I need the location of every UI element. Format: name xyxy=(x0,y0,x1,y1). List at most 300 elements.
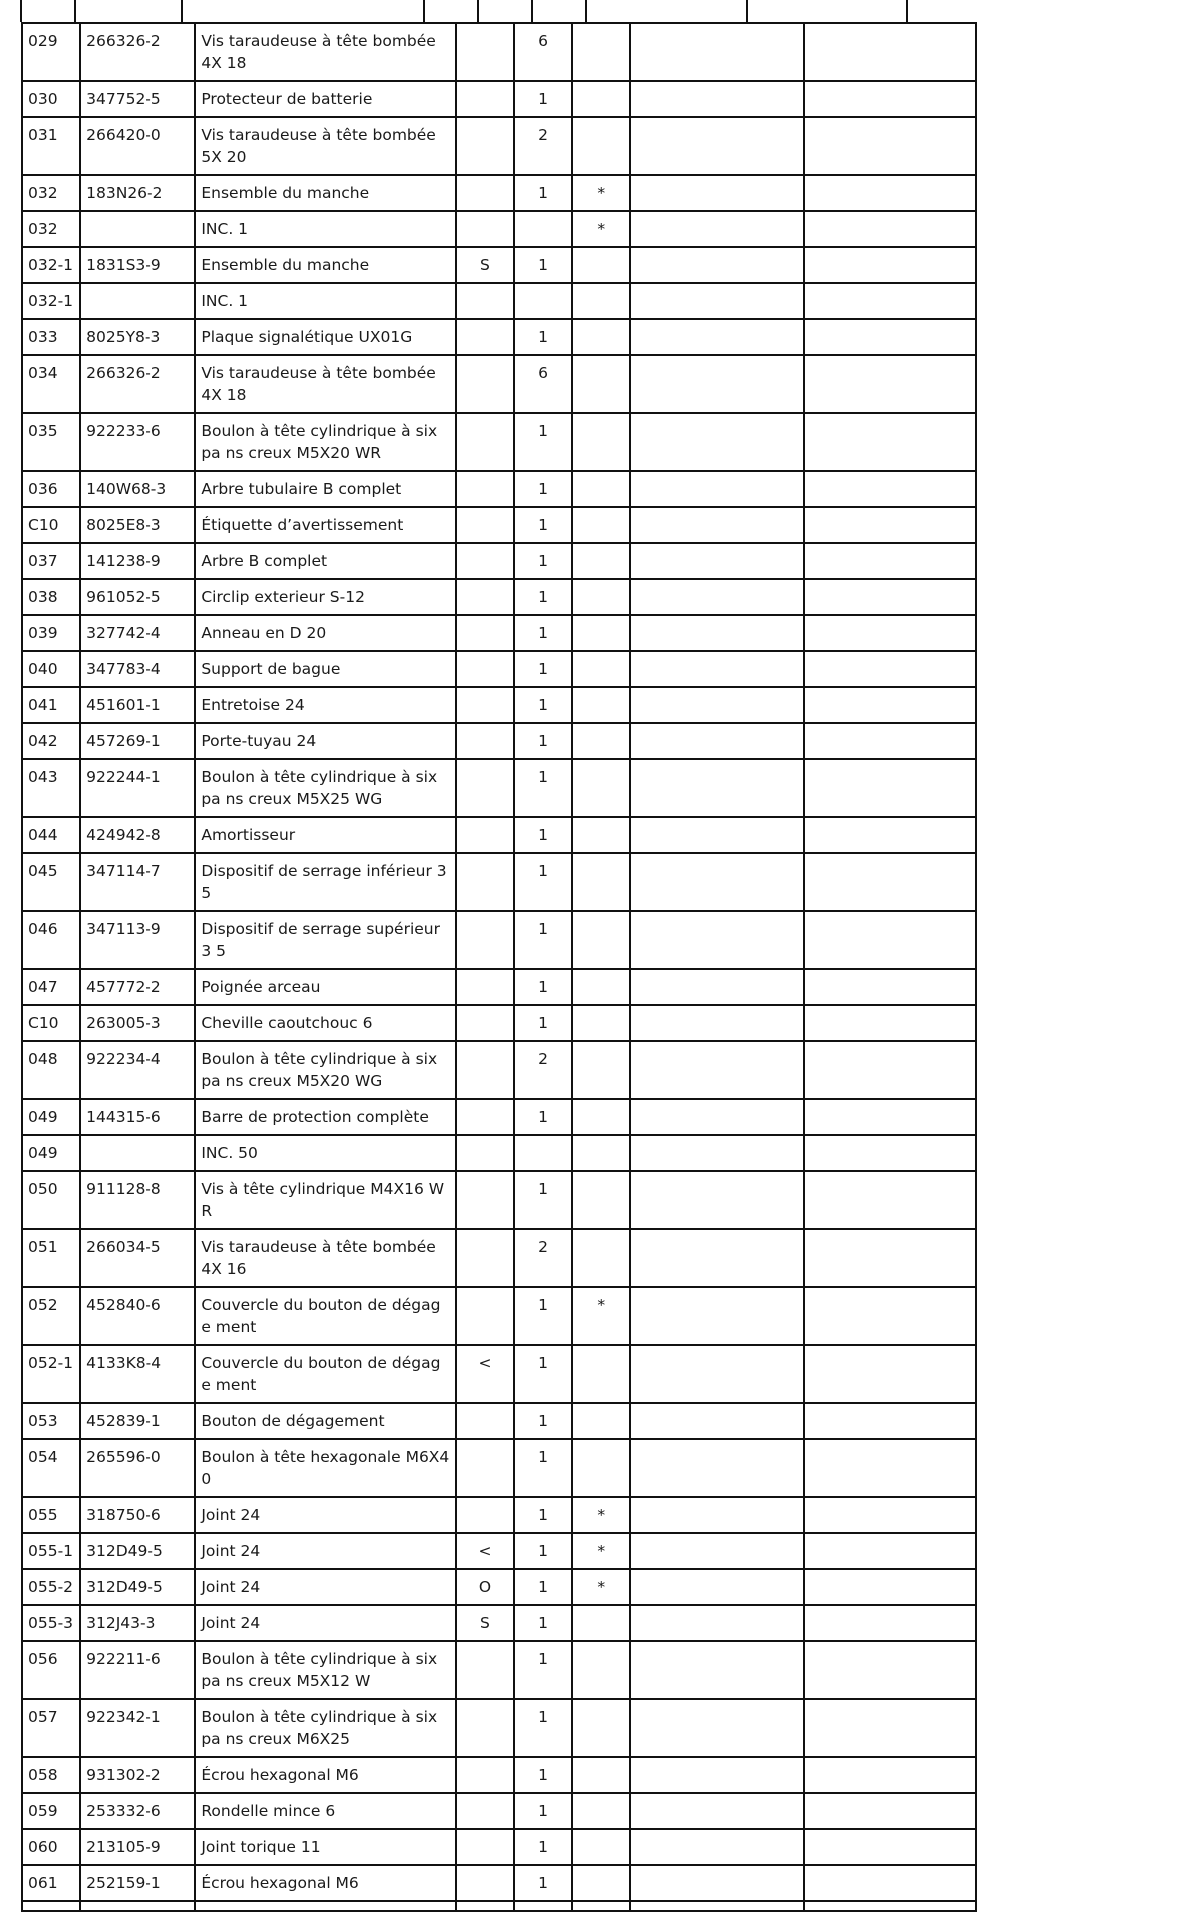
item-number-cell: 032 xyxy=(22,175,80,211)
extra-cell-2 xyxy=(804,1171,976,1229)
quantity-cell: 1 xyxy=(514,651,572,687)
quantity-cell: 6 xyxy=(514,355,572,413)
part-number-cell: 327742-4 xyxy=(80,615,195,651)
star-cell xyxy=(572,759,630,817)
description-cell: Protecteur de batterie xyxy=(195,81,456,117)
extra-cell-1 xyxy=(630,81,803,117)
part-number-cell: 8025E8-3 xyxy=(80,507,195,543)
part-number-cell: 922233-6 xyxy=(80,413,195,471)
description-cell: Étiquette d’avertissement xyxy=(195,507,456,543)
extra-cell-2 xyxy=(804,1403,976,1439)
part-number-cell: 922244-1 xyxy=(80,759,195,817)
table-row xyxy=(22,1641,976,1699)
note-cell xyxy=(456,175,514,211)
star-cell xyxy=(572,1403,630,1439)
part-number-cell xyxy=(80,1135,195,1171)
part-number-cell: 911128-8 xyxy=(80,1171,195,1229)
extra-cell-1 xyxy=(630,1099,803,1135)
extra-cell-1 xyxy=(630,723,803,759)
quantity-cell: 1 xyxy=(514,1497,572,1533)
table-top-continuation xyxy=(21,0,977,22)
table-row xyxy=(22,1171,976,1229)
extra-cell-1 xyxy=(630,413,803,471)
description-cell: Dispositif de serrage supérieur 3 5 xyxy=(195,911,456,969)
note-cell: < xyxy=(456,1533,514,1569)
note-cell xyxy=(456,1439,514,1497)
table-row xyxy=(22,1497,976,1533)
star-cell xyxy=(572,969,630,1005)
extra-cell-2 xyxy=(804,1829,976,1865)
table-row xyxy=(22,175,976,211)
table-row xyxy=(22,911,976,969)
extra-cell-1 xyxy=(630,1497,803,1533)
note-cell xyxy=(456,969,514,1005)
part-number-cell: 140W68-3 xyxy=(80,471,195,507)
note-cell: < xyxy=(456,1345,514,1403)
star-cell: * xyxy=(572,1569,630,1605)
part-number-cell: 1831S3-9 xyxy=(80,247,195,283)
item-number-cell: 061 xyxy=(22,1865,80,1901)
note-cell xyxy=(456,1135,514,1171)
note-cell xyxy=(456,911,514,969)
extra-cell-2 xyxy=(804,319,976,355)
extra-cell-2 xyxy=(804,543,976,579)
item-number-cell: 055-2 xyxy=(22,1569,80,1605)
star-cell: * xyxy=(572,211,630,247)
extra-cell-2 xyxy=(804,1135,976,1171)
table-row xyxy=(22,413,976,471)
part-number-cell: 312J43-3 xyxy=(80,1605,195,1641)
continuation-cell xyxy=(804,1901,976,1911)
item-number-cell: 032 xyxy=(22,211,80,247)
star-cell xyxy=(572,319,630,355)
item-number-cell: 029 xyxy=(22,23,80,81)
extra-cell-1 xyxy=(630,1533,803,1569)
star-cell: * xyxy=(572,1533,630,1569)
quantity-cell: 1 xyxy=(514,1345,572,1403)
star-cell: * xyxy=(572,1497,630,1533)
table-row xyxy=(22,283,976,319)
extra-cell-1 xyxy=(630,507,803,543)
extra-cell-2 xyxy=(804,1793,976,1829)
item-number-cell: 055-1 xyxy=(22,1533,80,1569)
note-cell xyxy=(456,1403,514,1439)
extra-cell-1 xyxy=(630,1829,803,1865)
extra-cell-1 xyxy=(630,1757,803,1793)
description-cell: Rondelle mince 6 xyxy=(195,1793,456,1829)
description-cell: Vis à tête cylindrique M4X16 WR xyxy=(195,1171,456,1229)
extra-cell-2 xyxy=(804,413,976,471)
description-cell: Joint torique 11 xyxy=(195,1829,456,1865)
description-cell: Barre de protection complète xyxy=(195,1099,456,1135)
table-row xyxy=(22,1005,976,1041)
description-cell: Boulon à tête cylindrique à six pa ns creux M5X12 W xyxy=(195,1641,456,1699)
item-number-cell: 043 xyxy=(22,759,80,817)
table-row xyxy=(22,615,976,651)
extra-cell-2 xyxy=(804,723,976,759)
extra-cell-2 xyxy=(804,23,976,81)
extra-cell-2 xyxy=(804,1533,976,1569)
extra-cell-2 xyxy=(804,615,976,651)
table-row xyxy=(22,117,976,175)
item-number-cell: 058 xyxy=(22,1757,80,1793)
quantity-cell: 6 xyxy=(514,23,572,81)
extra-cell-2 xyxy=(804,507,976,543)
extra-cell-1 xyxy=(630,615,803,651)
description-cell: Joint 24 xyxy=(195,1497,456,1533)
table-row xyxy=(22,1345,976,1403)
table-row xyxy=(22,1041,976,1099)
note-cell xyxy=(456,759,514,817)
star-cell xyxy=(572,543,630,579)
part-number-cell xyxy=(80,211,195,247)
note-cell xyxy=(456,1229,514,1287)
extra-cell-2 xyxy=(804,247,976,283)
item-number-cell: 047 xyxy=(22,969,80,1005)
description-cell: Vis taraudeuse à tête bombée 4X 16 xyxy=(195,1229,456,1287)
item-number-cell: 036 xyxy=(22,471,80,507)
part-number-cell: 424942-8 xyxy=(80,817,195,853)
quantity-cell: 1 xyxy=(514,1605,572,1641)
extra-cell-1 xyxy=(630,1641,803,1699)
part-number-cell: 4133K8-4 xyxy=(80,1345,195,1403)
table-row xyxy=(22,1793,976,1829)
quantity-cell: 1 xyxy=(514,81,572,117)
star-cell xyxy=(572,355,630,413)
table-row xyxy=(22,319,976,355)
star-cell xyxy=(572,1605,630,1641)
note-cell xyxy=(456,355,514,413)
quantity-cell: 1 xyxy=(514,1757,572,1793)
extra-cell-2 xyxy=(804,853,976,911)
description-cell: Couvercle du bouton de dégage ment xyxy=(195,1287,456,1345)
part-number-cell: 931302-2 xyxy=(80,1757,195,1793)
extra-cell-2 xyxy=(804,1757,976,1793)
table-row xyxy=(22,471,976,507)
column-divider-stub xyxy=(423,0,425,22)
quantity-cell: 1 xyxy=(514,1171,572,1229)
extra-cell-2 xyxy=(804,117,976,175)
column-divider-stub xyxy=(477,0,479,22)
quantity-cell: 1 xyxy=(514,759,572,817)
item-number-cell: 049 xyxy=(22,1135,80,1171)
part-number-cell: 144315-6 xyxy=(80,1099,195,1135)
item-number-cell: 060 xyxy=(22,1829,80,1865)
quantity-cell: 1 xyxy=(514,1005,572,1041)
extra-cell-2 xyxy=(804,687,976,723)
description-cell: INC. 50 xyxy=(195,1135,456,1171)
note-cell: O xyxy=(456,1569,514,1605)
continuation-cell xyxy=(514,1901,572,1911)
note-cell xyxy=(456,1287,514,1345)
star-cell xyxy=(572,413,630,471)
quantity-cell: 1 xyxy=(514,1099,572,1135)
star-cell xyxy=(572,723,630,759)
extra-cell-2 xyxy=(804,911,976,969)
continuation-cell xyxy=(80,1901,195,1911)
item-number-cell: C10 xyxy=(22,507,80,543)
description-cell: Écrou hexagonal M6 xyxy=(195,1757,456,1793)
extra-cell-1 xyxy=(630,651,803,687)
extra-cell-2 xyxy=(804,1099,976,1135)
star-cell xyxy=(572,1135,630,1171)
star-cell xyxy=(572,911,630,969)
part-number-cell: 8025Y8-3 xyxy=(80,319,195,355)
quantity-cell: 2 xyxy=(514,117,572,175)
note-cell xyxy=(456,1699,514,1757)
description-cell: Plaque signalétique UX01G xyxy=(195,319,456,355)
description-cell: Entretoise 24 xyxy=(195,687,456,723)
description-cell: Support de bague xyxy=(195,651,456,687)
quantity-cell: 1 xyxy=(514,853,572,911)
part-number-cell: 452840-6 xyxy=(80,1287,195,1345)
extra-cell-2 xyxy=(804,1641,976,1699)
extra-cell-1 xyxy=(630,759,803,817)
quantity-cell: 2 xyxy=(514,1041,572,1099)
table-row xyxy=(22,651,976,687)
extra-cell-1 xyxy=(630,23,803,81)
star-cell xyxy=(572,117,630,175)
extra-cell-2 xyxy=(804,651,976,687)
part-number-cell xyxy=(80,283,195,319)
item-number-cell: 052-1 xyxy=(22,1345,80,1403)
table-row xyxy=(22,1287,976,1345)
table-row xyxy=(22,759,976,817)
note-cell xyxy=(456,1005,514,1041)
note-cell xyxy=(456,81,514,117)
item-number-cell: 059 xyxy=(22,1793,80,1829)
part-number-cell: 457772-2 xyxy=(80,969,195,1005)
part-number-cell: 266420-0 xyxy=(80,117,195,175)
extra-cell-2 xyxy=(804,1229,976,1287)
star-cell xyxy=(572,1699,630,1757)
table-row xyxy=(22,507,976,543)
continuation-cell xyxy=(456,1901,514,1911)
note-cell: S xyxy=(456,1605,514,1641)
part-number-cell: 452839-1 xyxy=(80,1403,195,1439)
item-number-cell: 038 xyxy=(22,579,80,615)
note-cell xyxy=(456,615,514,651)
note-cell xyxy=(456,23,514,81)
quantity-cell: 1 xyxy=(514,319,572,355)
note-cell xyxy=(456,471,514,507)
description-cell: Boulon à tête hexagonale M6X40 xyxy=(195,1439,456,1497)
note-cell xyxy=(456,319,514,355)
quantity-cell: 1 xyxy=(514,247,572,283)
item-number-cell: 039 xyxy=(22,615,80,651)
column-divider-stub xyxy=(746,0,748,22)
description-cell: Anneau en D 20 xyxy=(195,615,456,651)
note-cell xyxy=(456,687,514,723)
extra-cell-1 xyxy=(630,1865,803,1901)
parts-table xyxy=(21,22,977,1912)
description-cell: Arbre tubulaire B complet xyxy=(195,471,456,507)
extra-cell-1 xyxy=(630,247,803,283)
description-cell: Vis taraudeuse à tête bombée 5X 20 xyxy=(195,117,456,175)
part-number-cell: 347783-4 xyxy=(80,651,195,687)
extra-cell-1 xyxy=(630,543,803,579)
extra-cell-1 xyxy=(630,1699,803,1757)
part-number-cell: 312D49-5 xyxy=(80,1533,195,1569)
item-number-cell: 042 xyxy=(22,723,80,759)
extra-cell-2 xyxy=(804,1005,976,1041)
continuation-cell xyxy=(630,1901,803,1911)
extra-cell-1 xyxy=(630,1135,803,1171)
item-number-cell: 046 xyxy=(22,911,80,969)
item-number-cell: 057 xyxy=(22,1699,80,1757)
table-row xyxy=(22,853,976,911)
extra-cell-1 xyxy=(630,1005,803,1041)
quantity-cell: 1 xyxy=(514,507,572,543)
quantity-cell: 1 xyxy=(514,471,572,507)
star-cell xyxy=(572,1229,630,1287)
description-cell: Cheville caoutchouc 6 xyxy=(195,1005,456,1041)
extra-cell-2 xyxy=(804,817,976,853)
part-number-cell: 266326-2 xyxy=(80,23,195,81)
item-number-cell: 031 xyxy=(22,117,80,175)
description-cell: INC. 1 xyxy=(195,211,456,247)
extra-cell-2 xyxy=(804,1865,976,1901)
part-number-cell: 141238-9 xyxy=(80,543,195,579)
parts-list-sheet xyxy=(21,22,977,1912)
quantity-cell: 1 xyxy=(514,911,572,969)
star-cell xyxy=(572,1099,630,1135)
item-number-cell: 035 xyxy=(22,413,80,471)
table-row xyxy=(22,1605,976,1641)
table-row xyxy=(22,687,976,723)
note-cell xyxy=(456,413,514,471)
extra-cell-1 xyxy=(630,687,803,723)
quantity-cell: 1 xyxy=(514,969,572,1005)
note-cell xyxy=(456,1041,514,1099)
part-number-cell: 266326-2 xyxy=(80,355,195,413)
extra-cell-1 xyxy=(630,1229,803,1287)
extra-cell-1 xyxy=(630,1439,803,1497)
quantity-cell: 1 xyxy=(514,687,572,723)
table-row xyxy=(22,543,976,579)
table-row xyxy=(22,23,976,81)
table-row xyxy=(22,1699,976,1757)
part-number-cell: 263005-3 xyxy=(80,1005,195,1041)
table-row xyxy=(22,1533,976,1569)
extra-cell-1 xyxy=(630,969,803,1005)
extra-cell-2 xyxy=(804,759,976,817)
note-cell xyxy=(456,543,514,579)
extra-cell-1 xyxy=(630,817,803,853)
extra-cell-2 xyxy=(804,81,976,117)
quantity-cell: 1 xyxy=(514,1829,572,1865)
note-cell xyxy=(456,1865,514,1901)
description-cell: Boulon à tête cylindrique à six pa ns creux M6X25 xyxy=(195,1699,456,1757)
quantity-cell: 1 xyxy=(514,723,572,759)
item-number-cell: 056 xyxy=(22,1641,80,1699)
part-number-cell: 312D49-5 xyxy=(80,1569,195,1605)
note-cell: S xyxy=(456,247,514,283)
item-number-cell: 048 xyxy=(22,1041,80,1099)
part-number-cell: 347752-5 xyxy=(80,81,195,117)
extra-cell-2 xyxy=(804,1041,976,1099)
note-cell xyxy=(456,1793,514,1829)
star-cell xyxy=(572,651,630,687)
extra-cell-2 xyxy=(804,1439,976,1497)
item-number-cell: 054 xyxy=(22,1439,80,1497)
extra-cell-1 xyxy=(630,1569,803,1605)
star-cell xyxy=(572,471,630,507)
note-cell xyxy=(456,1829,514,1865)
table-row xyxy=(22,579,976,615)
column-divider-stub xyxy=(74,0,76,22)
extra-cell-1 xyxy=(630,1605,803,1641)
item-number-cell: 041 xyxy=(22,687,80,723)
extra-cell-2 xyxy=(804,1605,976,1641)
item-number-cell: 037 xyxy=(22,543,80,579)
item-number-cell: 055 xyxy=(22,1497,80,1533)
extra-cell-1 xyxy=(630,471,803,507)
extra-cell-2 xyxy=(804,1569,976,1605)
table-row xyxy=(22,247,976,283)
extra-cell-2 xyxy=(804,175,976,211)
description-cell: Boulon à tête cylindrique à six pa ns creux M5X25 WG xyxy=(195,759,456,817)
table-row xyxy=(22,1865,976,1901)
star-cell xyxy=(572,23,630,81)
extra-cell-1 xyxy=(630,853,803,911)
table-continuation-row xyxy=(22,1901,976,1911)
item-number-cell: C10 xyxy=(22,1005,80,1041)
note-cell xyxy=(456,507,514,543)
part-number-cell: 183N26-2 xyxy=(80,175,195,211)
table-row xyxy=(22,355,976,413)
extra-cell-2 xyxy=(804,355,976,413)
extra-cell-1 xyxy=(630,1403,803,1439)
extra-cell-2 xyxy=(804,211,976,247)
quantity-cell: 1 xyxy=(514,1865,572,1901)
description-cell: Bouton de dégagement xyxy=(195,1403,456,1439)
star-cell xyxy=(572,1865,630,1901)
extra-cell-1 xyxy=(630,355,803,413)
item-number-cell: 040 xyxy=(22,651,80,687)
part-number-cell: 922234-4 xyxy=(80,1041,195,1099)
extra-cell-2 xyxy=(804,471,976,507)
quantity-cell: 1 xyxy=(514,1641,572,1699)
note-cell xyxy=(456,651,514,687)
part-number-cell: 922342-1 xyxy=(80,1699,195,1757)
part-number-cell: 457269-1 xyxy=(80,723,195,759)
extra-cell-1 xyxy=(630,283,803,319)
extra-cell-2 xyxy=(804,1345,976,1403)
table-row xyxy=(22,1569,976,1605)
quantity-cell xyxy=(514,1135,572,1171)
extra-cell-1 xyxy=(630,1345,803,1403)
part-number-cell: 213105-9 xyxy=(80,1829,195,1865)
star-cell xyxy=(572,1005,630,1041)
note-cell xyxy=(456,579,514,615)
quantity-cell xyxy=(514,283,572,319)
quantity-cell: 1 xyxy=(514,615,572,651)
quantity-cell: 1 xyxy=(514,1533,572,1569)
description-cell: Ensemble du manche xyxy=(195,175,456,211)
quantity-cell xyxy=(514,211,572,247)
part-number-cell: 265596-0 xyxy=(80,1439,195,1497)
extra-cell-2 xyxy=(804,969,976,1005)
column-divider-stub xyxy=(906,0,908,22)
note-cell xyxy=(456,817,514,853)
part-number-cell: 347114-7 xyxy=(80,853,195,911)
extra-cell-2 xyxy=(804,1497,976,1533)
description-cell: Boulon à tête cylindrique à six pa ns creux M5X20 WR xyxy=(195,413,456,471)
description-cell: Amortisseur xyxy=(195,817,456,853)
note-cell xyxy=(456,1171,514,1229)
extra-cell-2 xyxy=(804,579,976,615)
